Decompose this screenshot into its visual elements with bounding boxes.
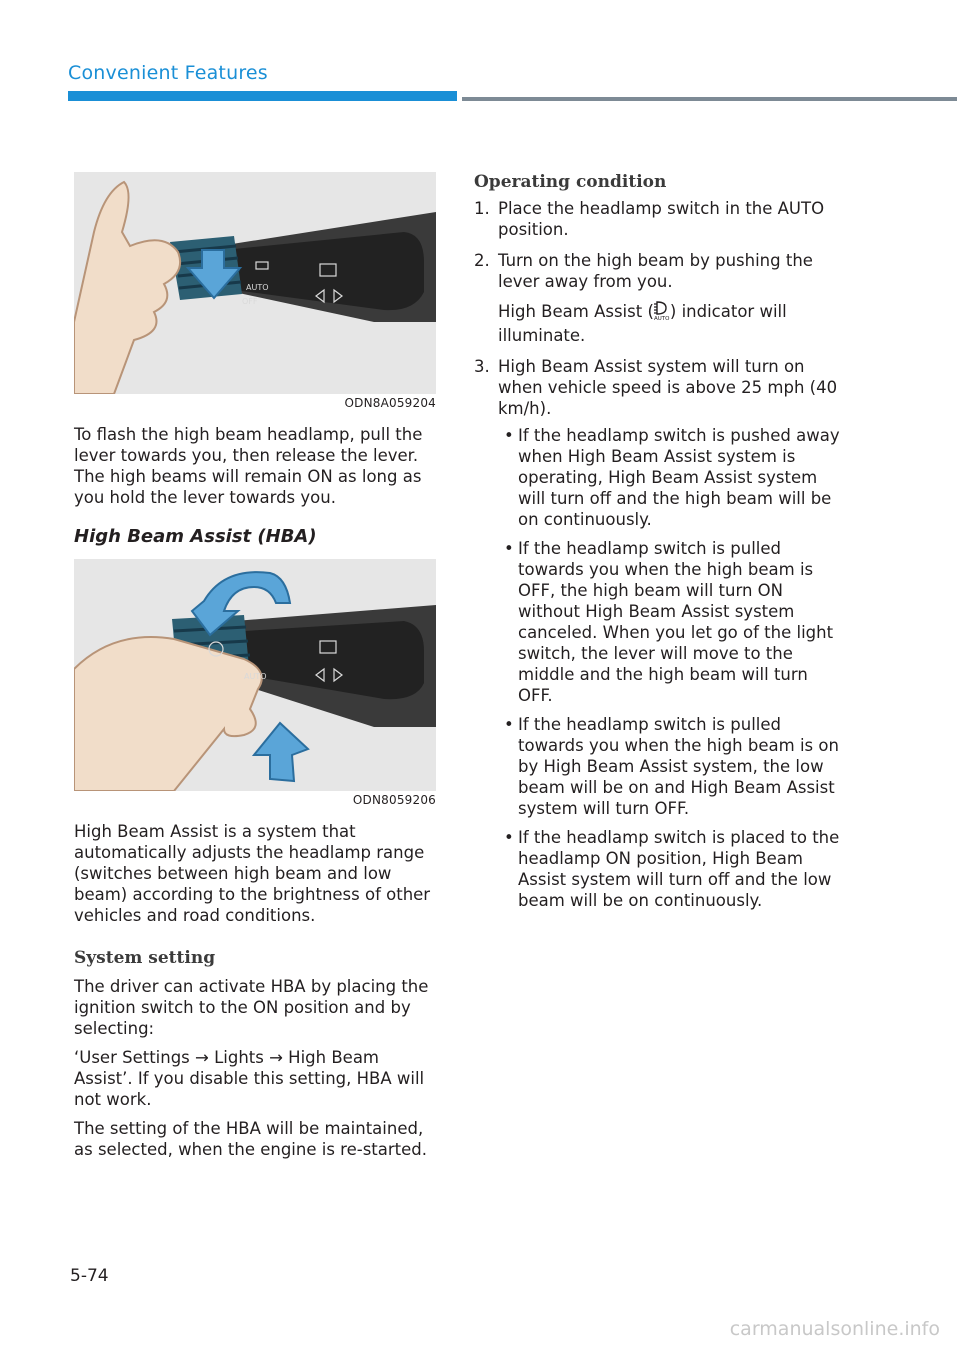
flash-paragraph: To flash the high beam headlamp, pull the lever towards you, then release the lever. The high beams will remain ON as long as you hold the lever towards you. [74, 425, 423, 507]
page-header-title: Convenient Features [68, 62, 268, 84]
system-setting-heading: System setting [74, 948, 216, 968]
figure-code: ODN8059206 [352, 793, 436, 807]
label-auto: AUTO [246, 283, 269, 292]
header-rule-gray [462, 97, 957, 101]
setting-paragraph-2: ‘User Settings → Lights → High Beam Assist’. If you disable this setting, HBA will not work. [74, 1048, 425, 1109]
page-number: 5-74 [70, 1266, 109, 1286]
condition-bullets [498, 425, 846, 911]
figure-lever-pull [74, 172, 436, 394]
operating-steps [474, 198, 846, 911]
header-rule-blue [68, 91, 457, 101]
hba-indicator-icon [654, 300, 670, 325]
indicator-note: High Beam Assist ( AUTO ) indicator will illuminate. [498, 302, 787, 345]
list-item: 3. High Beam Assist system will turn on when vehicle speed is above 25 mph (40 km/h). • If the headlamp switch is pushed away when High Beam Assist system is operating, High Beam Assist system will turn off and the high beam will be on continuously. • If the headlamp switch is pulled towards you when the high beam is OFF, the high beam will turn ON without High Beam Assist system canceled. When you let go of the light switch, the lever will move to the middle and the high beam will turn OFF. • If the headlamp switch is pulled towards you when the high beam is on by High Beam Assist system, the low beam will be on and High Beam Assist system will turn OFF. • If the headlamp switch is placed to the headlamp ON position, High Beam Assist system will turn off and the low beam will be on continuously. [474, 356, 846, 911]
hba-heading: High Beam Assist (HBA) [74, 526, 317, 547]
label-auto: AUTO [244, 672, 267, 681]
operating-condition-heading: Operating condition [474, 172, 667, 192]
watermark: carmanualsonline.info [729, 1318, 940, 1340]
list-item: • If the headlamp switch is pulled towards you when the high beam is OFF, the high beam will turn ON without High Beam Assist system canceled. When you let go of the light switch, the lever will move to the middle and the high beam will turn OFF. [504, 539, 834, 705]
list-item: • If the headlamp switch is pushed away when High Beam Assist system is operating, High Beam Assist system will turn off and the high beam will be on continuously. [504, 426, 840, 529]
left-column [74, 172, 436, 1160]
figure-hba-lever [74, 559, 436, 791]
list-item: 2. Turn on the high beam by pushing the lever away from you. High Beam Assist ( AUTO ) indicator will illuminate. [474, 250, 846, 346]
svg-text:AUTO: AUTO [653, 316, 670, 320]
figure-code: ODN8A059204 [344, 396, 436, 410]
label-off: OFF [242, 297, 258, 306]
hba-lever-illustration [74, 559, 436, 791]
setting-paragraph-1: The driver can activate HBA by placing the ignition switch to the ON position and by selecting: [74, 977, 429, 1038]
hba-paragraph: High Beam Assist is a system that automatically adjusts the headlamp range (switches between high beam and low beam) according to the brightness of other vehicles and road conditions. [74, 822, 431, 925]
lever-pull-illustration [74, 172, 436, 394]
setting-paragraph-3: The setting of the HBA will be maintained, as selected, when the engine is re-started. [74, 1119, 427, 1159]
list-item: • If the headlamp switch is placed to the headlamp ON position, High Beam Assist system will turn off and the low beam will be on continuously. [504, 828, 840, 910]
list-item: 1. Place the headlamp switch in the AUTO position. [474, 199, 825, 239]
right-column [474, 172, 846, 921]
list-item: • If the headlamp switch is pulled towards you when the high beam is on by High Beam Assist system, the low beam will be on and High Beam Assist system will turn OFF. [504, 715, 839, 818]
